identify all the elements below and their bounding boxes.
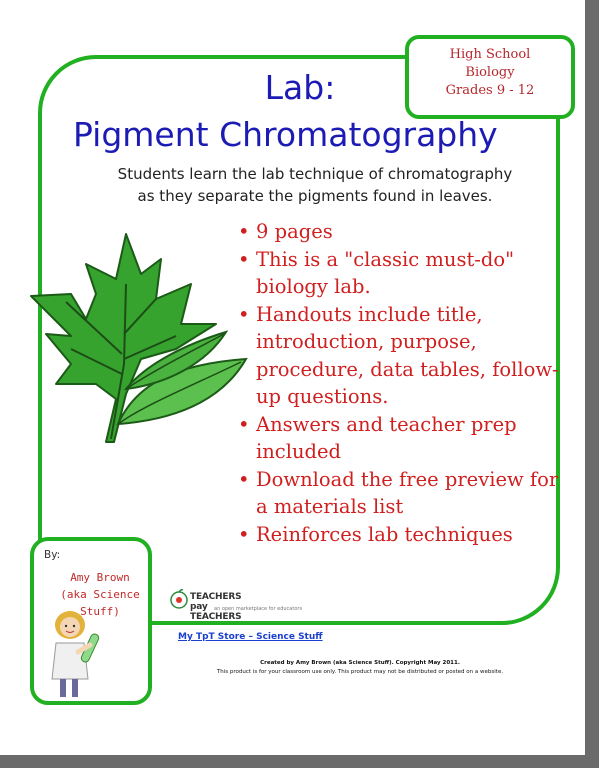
copyright-line-1: Created by Amy Brown (aka Science Stuff). Copyright May 2011. bbox=[260, 660, 460, 666]
tpt-logo-text: TEACHERS pay TEACHERS bbox=[190, 592, 242, 622]
bullet-item: • 9 pages bbox=[238, 218, 568, 246]
bullet-item: • Reinforces lab techniques bbox=[238, 521, 568, 549]
scientist-avatar-icon bbox=[48, 607, 108, 702]
tpt-tagline: an open marketplace for educators bbox=[214, 606, 303, 612]
store-link[interactable]: My TpT Store – Science Stuff bbox=[178, 632, 323, 642]
leaf-back-icon bbox=[31, 234, 216, 442]
author-name-line-1: Amy Brown bbox=[70, 571, 130, 584]
bullet-item: • This is a "classic must-do" biology lab. bbox=[238, 246, 568, 301]
author-name-line-2: (aka Science bbox=[60, 588, 140, 601]
grade-box-line-1: High School bbox=[449, 47, 531, 62]
grade-box-line-3: Grades 9 - 12 bbox=[445, 83, 535, 98]
grade-box-line-2: Biology bbox=[465, 65, 515, 80]
feature-bullet-list bbox=[238, 218, 568, 548]
copyright-line-2: This product is for your classroom use only. This product may not be distributed or posted on a website. bbox=[216, 669, 504, 675]
apple-logo-icon bbox=[168, 588, 190, 610]
author-name-line-3: Stuff) bbox=[80, 605, 120, 618]
leaf-illustration bbox=[26, 224, 251, 449]
title-line-2: Pigment Chromatography bbox=[73, 115, 498, 154]
subtitle bbox=[95, 163, 535, 207]
bullet-item: • Handouts include title, introduction, purpose, procedure, data tables, follow-up questions. bbox=[238, 301, 568, 411]
bullet-item: • Download the free preview for a materials list bbox=[238, 466, 568, 521]
author-by-label: By: bbox=[44, 549, 61, 561]
title-line-1: Lab: bbox=[264, 68, 336, 107]
subtitle-line-2: as they separate the pigments found in leaves. bbox=[137, 187, 493, 205]
author-box bbox=[30, 537, 152, 705]
subtitle-line-1: Students learn the lab technique of chromatography bbox=[117, 165, 513, 183]
tpt-logo-block bbox=[168, 588, 303, 622]
copyright-notice bbox=[165, 659, 555, 677]
bullet-item: • Answers and teacher prep included bbox=[238, 411, 568, 466]
